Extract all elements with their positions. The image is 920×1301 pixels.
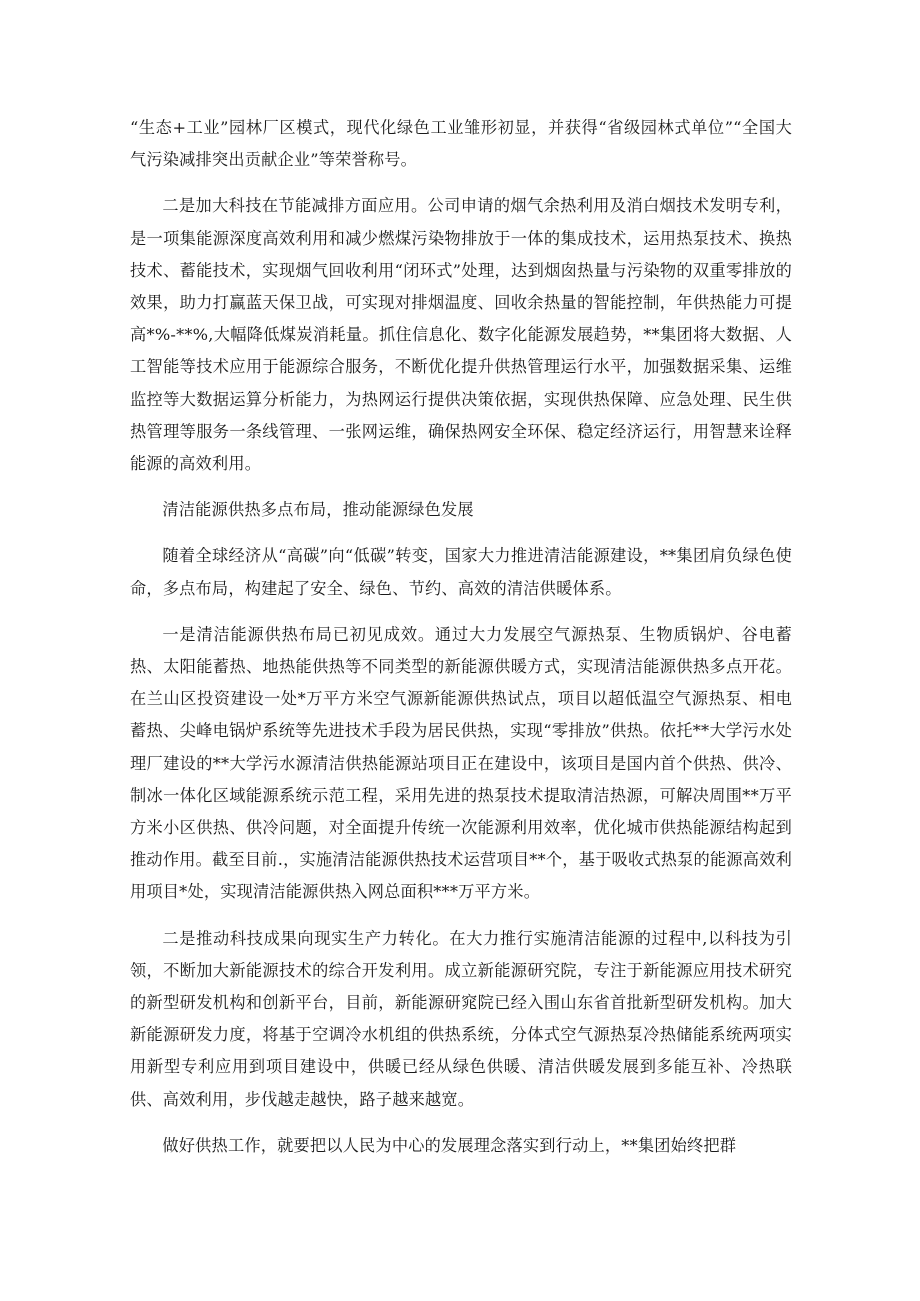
paragraph-low-carbon: 随着全球经济从“高碳”向“低碳”转变，国家大力推进清洁能源建设，**集团肩负绿色使命，多点布局，构建起了安全、绿色、节约、高效的清洁供暖体系。	[130, 546, 792, 598]
section-heading: 清洁能源供热多点布局，推动能源绿色发展	[162, 500, 474, 520]
paragraph-tech-energy-saving: 二是加大科技在节能减排方面应用。公司申请的烟气余热利用及消白烟技术发明专利，是一项集能源深度高效利用和减少燃煤污染物排放于一体的集成技术，运用热泵技术、换热技术、蓄能技术，实现烟气回收利用“闭环式”处理，达到烟囱热量与污染物的双重零排放的效果，助力打赢蓝天保卫战，可实现对排烟温度、回收余热量的智能控制，年供热能力可提高*%-**%,大幅降低煤炭消耗量。抓住信息化、数字化能源发展趋势，**集团将大数据、人工智能等技术应用于能源综合服务，不断优化提升供热管理运行水平，加强数据采集、运维监控等大数据运算分析能力，为热网运行提供决策依据，实现供热保障、应急处理、民生供热管理等服务一条线管理、一张网运维，确保热网安全环保、稳定经济运行，用智慧来诠释能源的高效利用。	[130, 196, 792, 474]
paragraph-continuation: “生态+工业”园林厂区模式，现代化绿色工业雏形初显，并获得“省级园林式单位”“全国大气污染减排突出贡献企业”等荣誉称号。	[130, 118, 792, 170]
document-body	[130, 112, 792, 1176]
paragraph-tech-transfer: 二是推动科技成果向现实生产力转化。在大力推行实施清洁能源的过程中,以科技为引领，不断加大新能源技术的综合开发利用。成立新能源研究院，专注于新能源应用技术研究的新型研发机构和创新平台，目前，新能源研窕院已经入围山东省首批新型研发机构。加大新能源研发力度，将基于空调冷水机组的供热系统，分体式空气源热泵冷热储能系统两项实用新型专利应用到项目建设中，供暖已经从绿色供暖、清洁供暖发展到多能互补、冷热联供、高效利用，步伐越走越快，路子越来越宽。	[130, 928, 792, 1109]
paragraph-people-centered: 做好供热工作，就要把以人民为中心的发展理念落实到行动上，**集团始终把群	[162, 1135, 737, 1155]
paragraph-clean-energy-layout: 一是清洁能源供热布局已初见成效。通过大力发展空气源热泵、生物质锅炉、谷电蓄热、太阳能蓄热、地热能供热等不同类型的新能源供暖方式，实现清洁能源供热多点开花。在兰山区投资建设一处*万平方米空气源新能源供热试点，项目以超低温空气源热泵、相电蓄热、尖峰电锅炉系统等先进技术手段为居民供热，实现“零排放”供热。依托**大学污水处理厂建设的**大学污水源清洁供热能源站项目正在建设中，该项目是国内首个供热、供冷、制冰一体化区域能源系统示范工程，采用先进的热泵技术提取清洁热源，可解决周围**万平方米小区供热、供冷问题，对全面提升传统一次能源利用效率，优化城市供热能源结构起到推动作用。截至目前.，实施清洁能源供热技术运营项目**个，基于吸收式热泵的能源高效利用项目*处，实现清洁能源供热入网总面积***万平方米。	[130, 624, 792, 902]
